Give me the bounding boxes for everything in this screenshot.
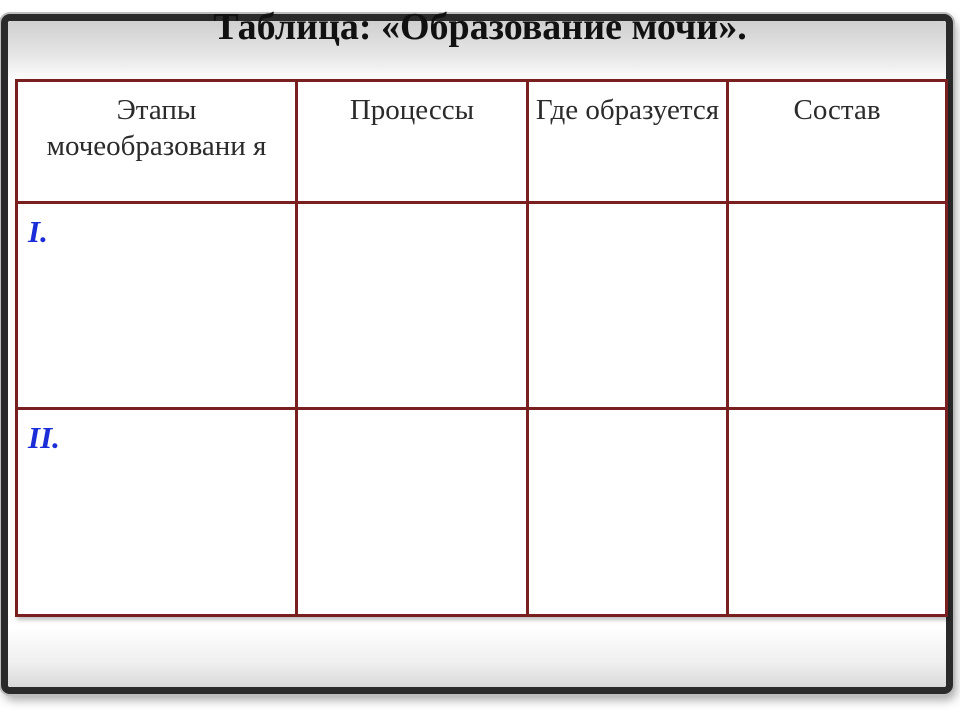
header-processes: Процессы — [297, 81, 528, 203]
frame-bottom-band — [8, 627, 946, 687]
composition-cell[interactable] — [728, 409, 947, 616]
stage-label: II. — [28, 420, 60, 455]
table-row — [17, 409, 947, 616]
stage-cell[interactable] — [17, 409, 297, 616]
table-row — [17, 203, 947, 409]
location-cell[interactable] — [528, 203, 728, 409]
urine-formation-table — [15, 79, 948, 617]
page-title: Таблица: «Образование мочи». — [213, 6, 747, 48]
table-header-row — [17, 81, 947, 203]
header-composition: Состав — [728, 81, 947, 203]
stage-cell[interactable] — [17, 203, 297, 409]
header-stages: Этапы мочеобразовани я — [17, 81, 297, 203]
location-cell[interactable] — [528, 409, 728, 616]
processes-cell[interactable] — [297, 409, 528, 616]
processes-cell[interactable] — [297, 203, 528, 409]
composition-cell[interactable] — [728, 203, 947, 409]
stage-label: I. — [28, 214, 48, 249]
header-location: Где образуется — [528, 81, 728, 203]
